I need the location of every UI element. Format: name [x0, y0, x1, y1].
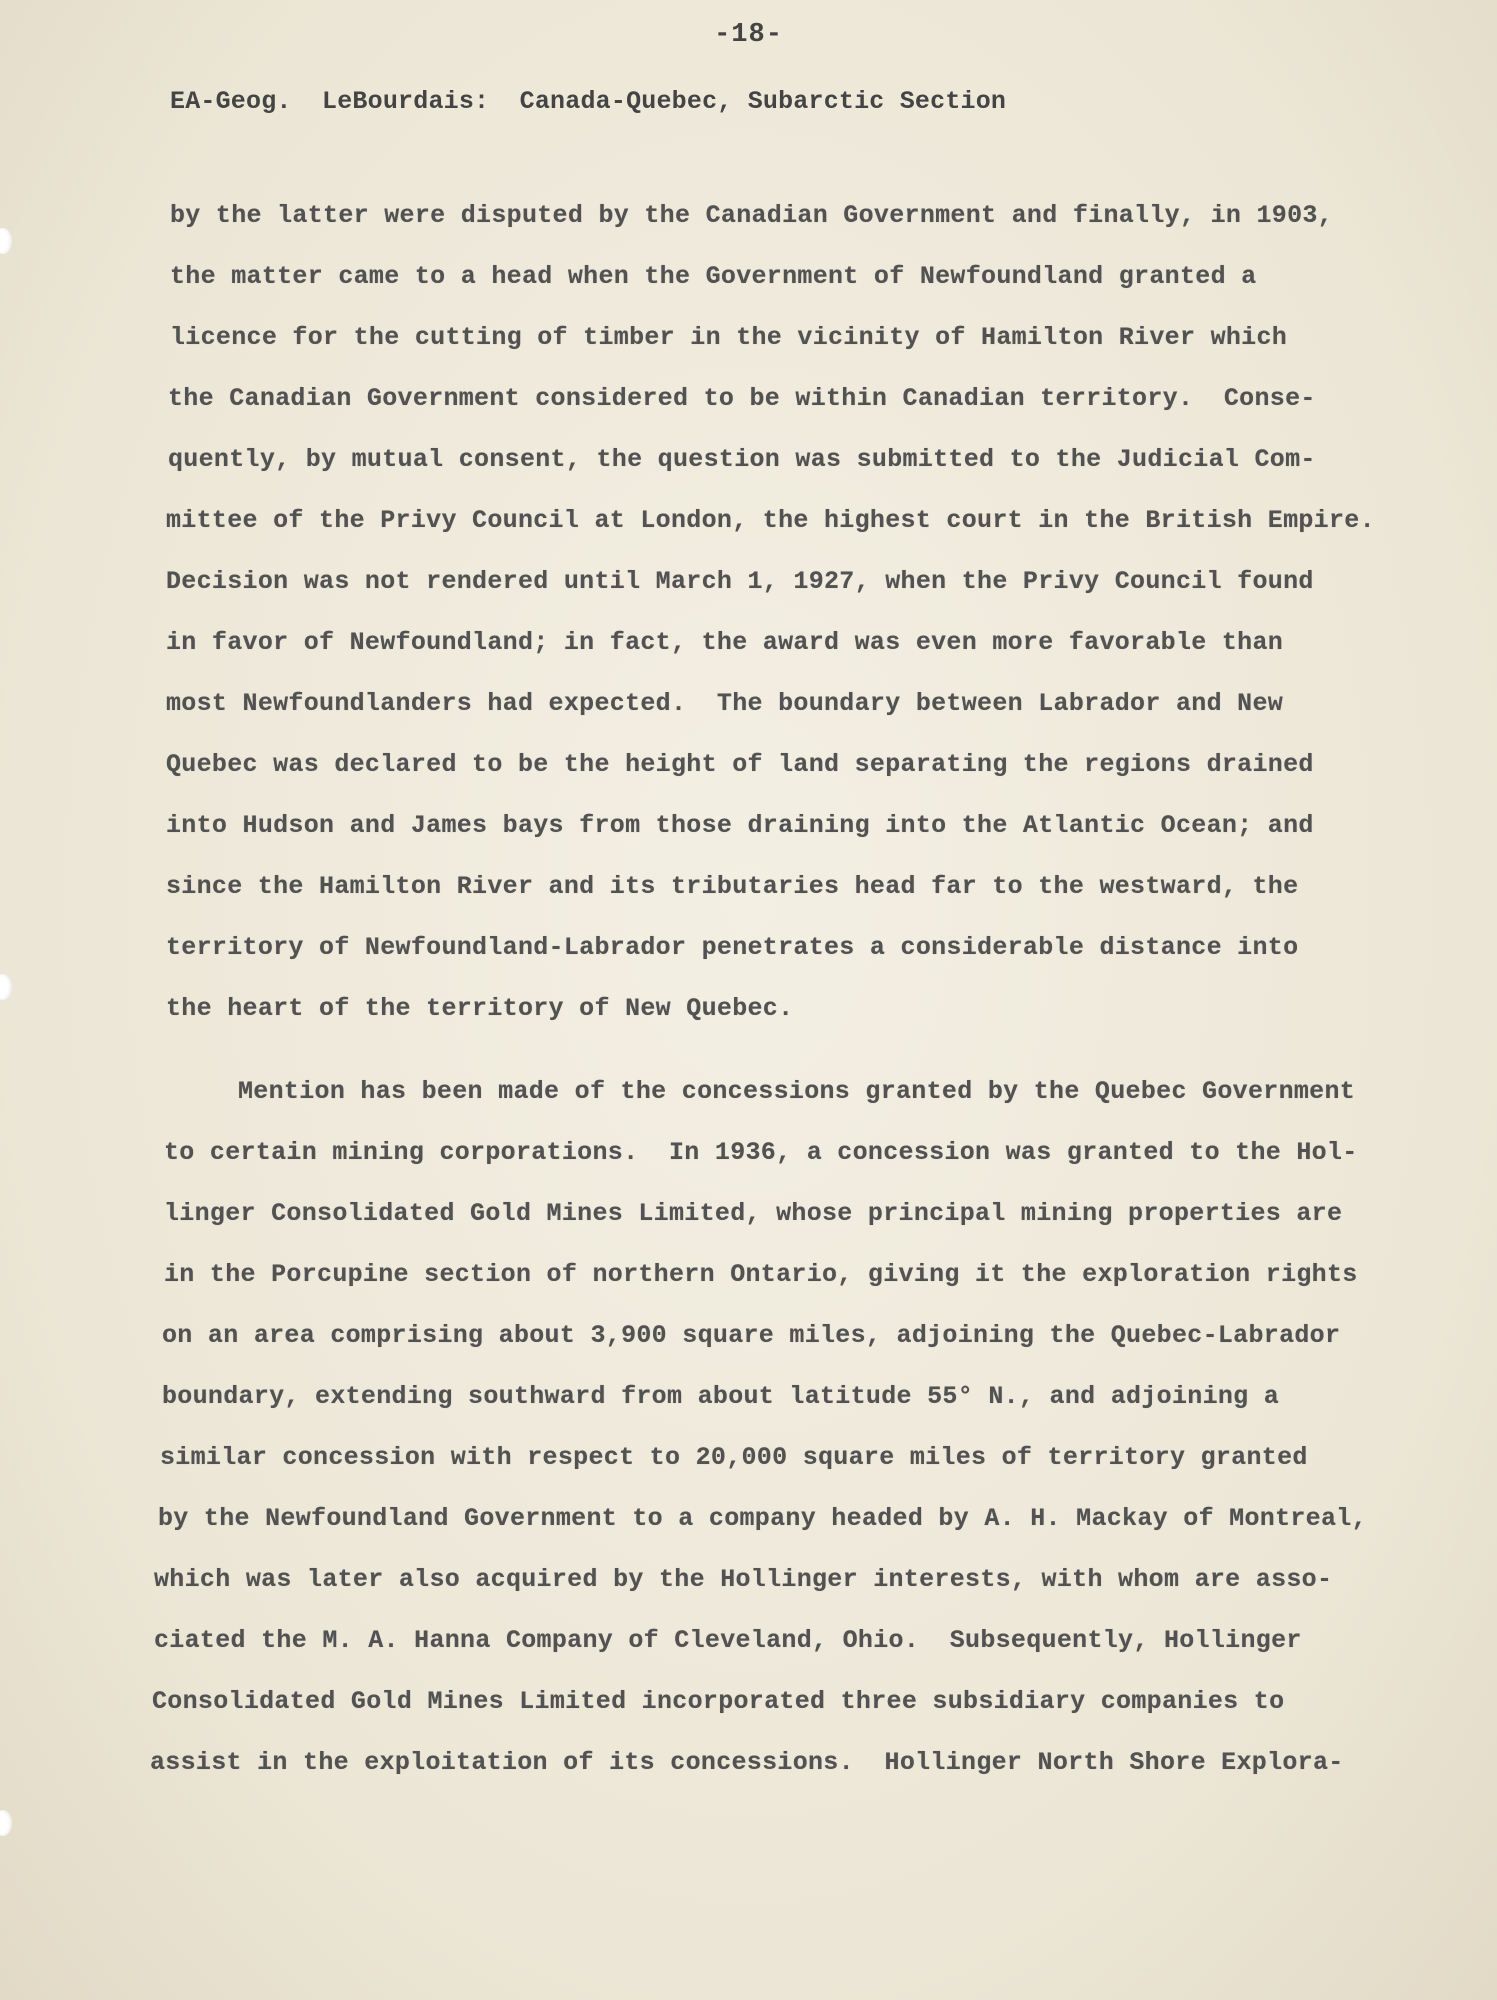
- text-line: to certain mining corporations. In 1936, a concession was granted to the Hol-: [164, 1138, 1358, 1167]
- text-line: Mention has been made of the concessions granted by the Quebec Government: [238, 1077, 1356, 1106]
- punch-hole: [0, 1810, 12, 1836]
- text-line: ciated the M. A. Hanna Company of Cleveland, Ohio. Subsequently, Hollinger: [154, 1626, 1302, 1655]
- text-line: quently, by mutual consent, the question was submitted to the Judicial Com-: [168, 445, 1316, 474]
- text-line: assist in the exploitation of its concessions. Hollinger North Shore Explora-: [150, 1748, 1344, 1777]
- text-line: the heart of the territory of New Quebec.: [166, 994, 794, 1023]
- text-line: territory of Newfoundland-Labrador penetrates a considerable distance into: [166, 933, 1299, 962]
- text-line: licence for the cutting of timber in the vicinity of Hamilton River which: [170, 323, 1288, 352]
- text-line: boundary, extending southward from about latitude 55° N., and adjoining a: [162, 1382, 1280, 1411]
- text-line: Consolidated Gold Mines Limited incorporated three subsidiary companies to: [152, 1687, 1285, 1716]
- text-line: in the Porcupine section of northern Ontario, giving it the exploration rights: [164, 1260, 1358, 1289]
- text-line: since the Hamilton River and its tributaries head far to the westward, the: [166, 872, 1299, 901]
- text-line: the Canadian Government considered to be within Canadian territory. Conse-: [168, 384, 1316, 413]
- punch-hole: [0, 974, 12, 1000]
- text-line: in favor of Newfoundland; in fact, the award was even more favorable than: [166, 628, 1284, 657]
- punch-hole: [0, 228, 12, 254]
- text-line: linger Consolidated Gold Mines Limited, whose principal mining properties are: [164, 1199, 1343, 1228]
- text-line: the matter came to a head when the Government of Newfoundland granted a: [170, 262, 1257, 291]
- text-line: into Hudson and James bays from those draining into the Atlantic Ocean; and: [166, 811, 1314, 840]
- text-line: on an area comprising about 3,900 square miles, adjoining the Quebec-Labrador: [162, 1321, 1341, 1350]
- page-number: -18-: [714, 20, 783, 50]
- text-line: mittee of the Privy Council at London, the highest court in the British Empire.: [166, 506, 1375, 535]
- text-line: by the Newfoundland Government to a company headed by A. H. Mackay of Montreal,: [158, 1504, 1367, 1533]
- text-line: Quebec was declared to be the height of land separating the regions drained: [166, 750, 1314, 779]
- text-line: most Newfoundlanders had expected. The boundary between Labrador and New: [166, 689, 1284, 718]
- text-line: Decision was not rendered until March 1, 1927, when the Privy Council found: [166, 567, 1314, 596]
- text-line: which was later also acquired by the Hollinger interests, with whom are asso-: [154, 1565, 1333, 1594]
- running-header: EA-Geog. LeBourdais: Canada-Quebec, Subarctic Section: [170, 87, 1007, 116]
- text-line: by the latter were disputed by the Canadian Government and finally, in 1903,: [170, 201, 1333, 230]
- text-line: similar concession with respect to 20,000 square miles of territory granted: [160, 1443, 1308, 1472]
